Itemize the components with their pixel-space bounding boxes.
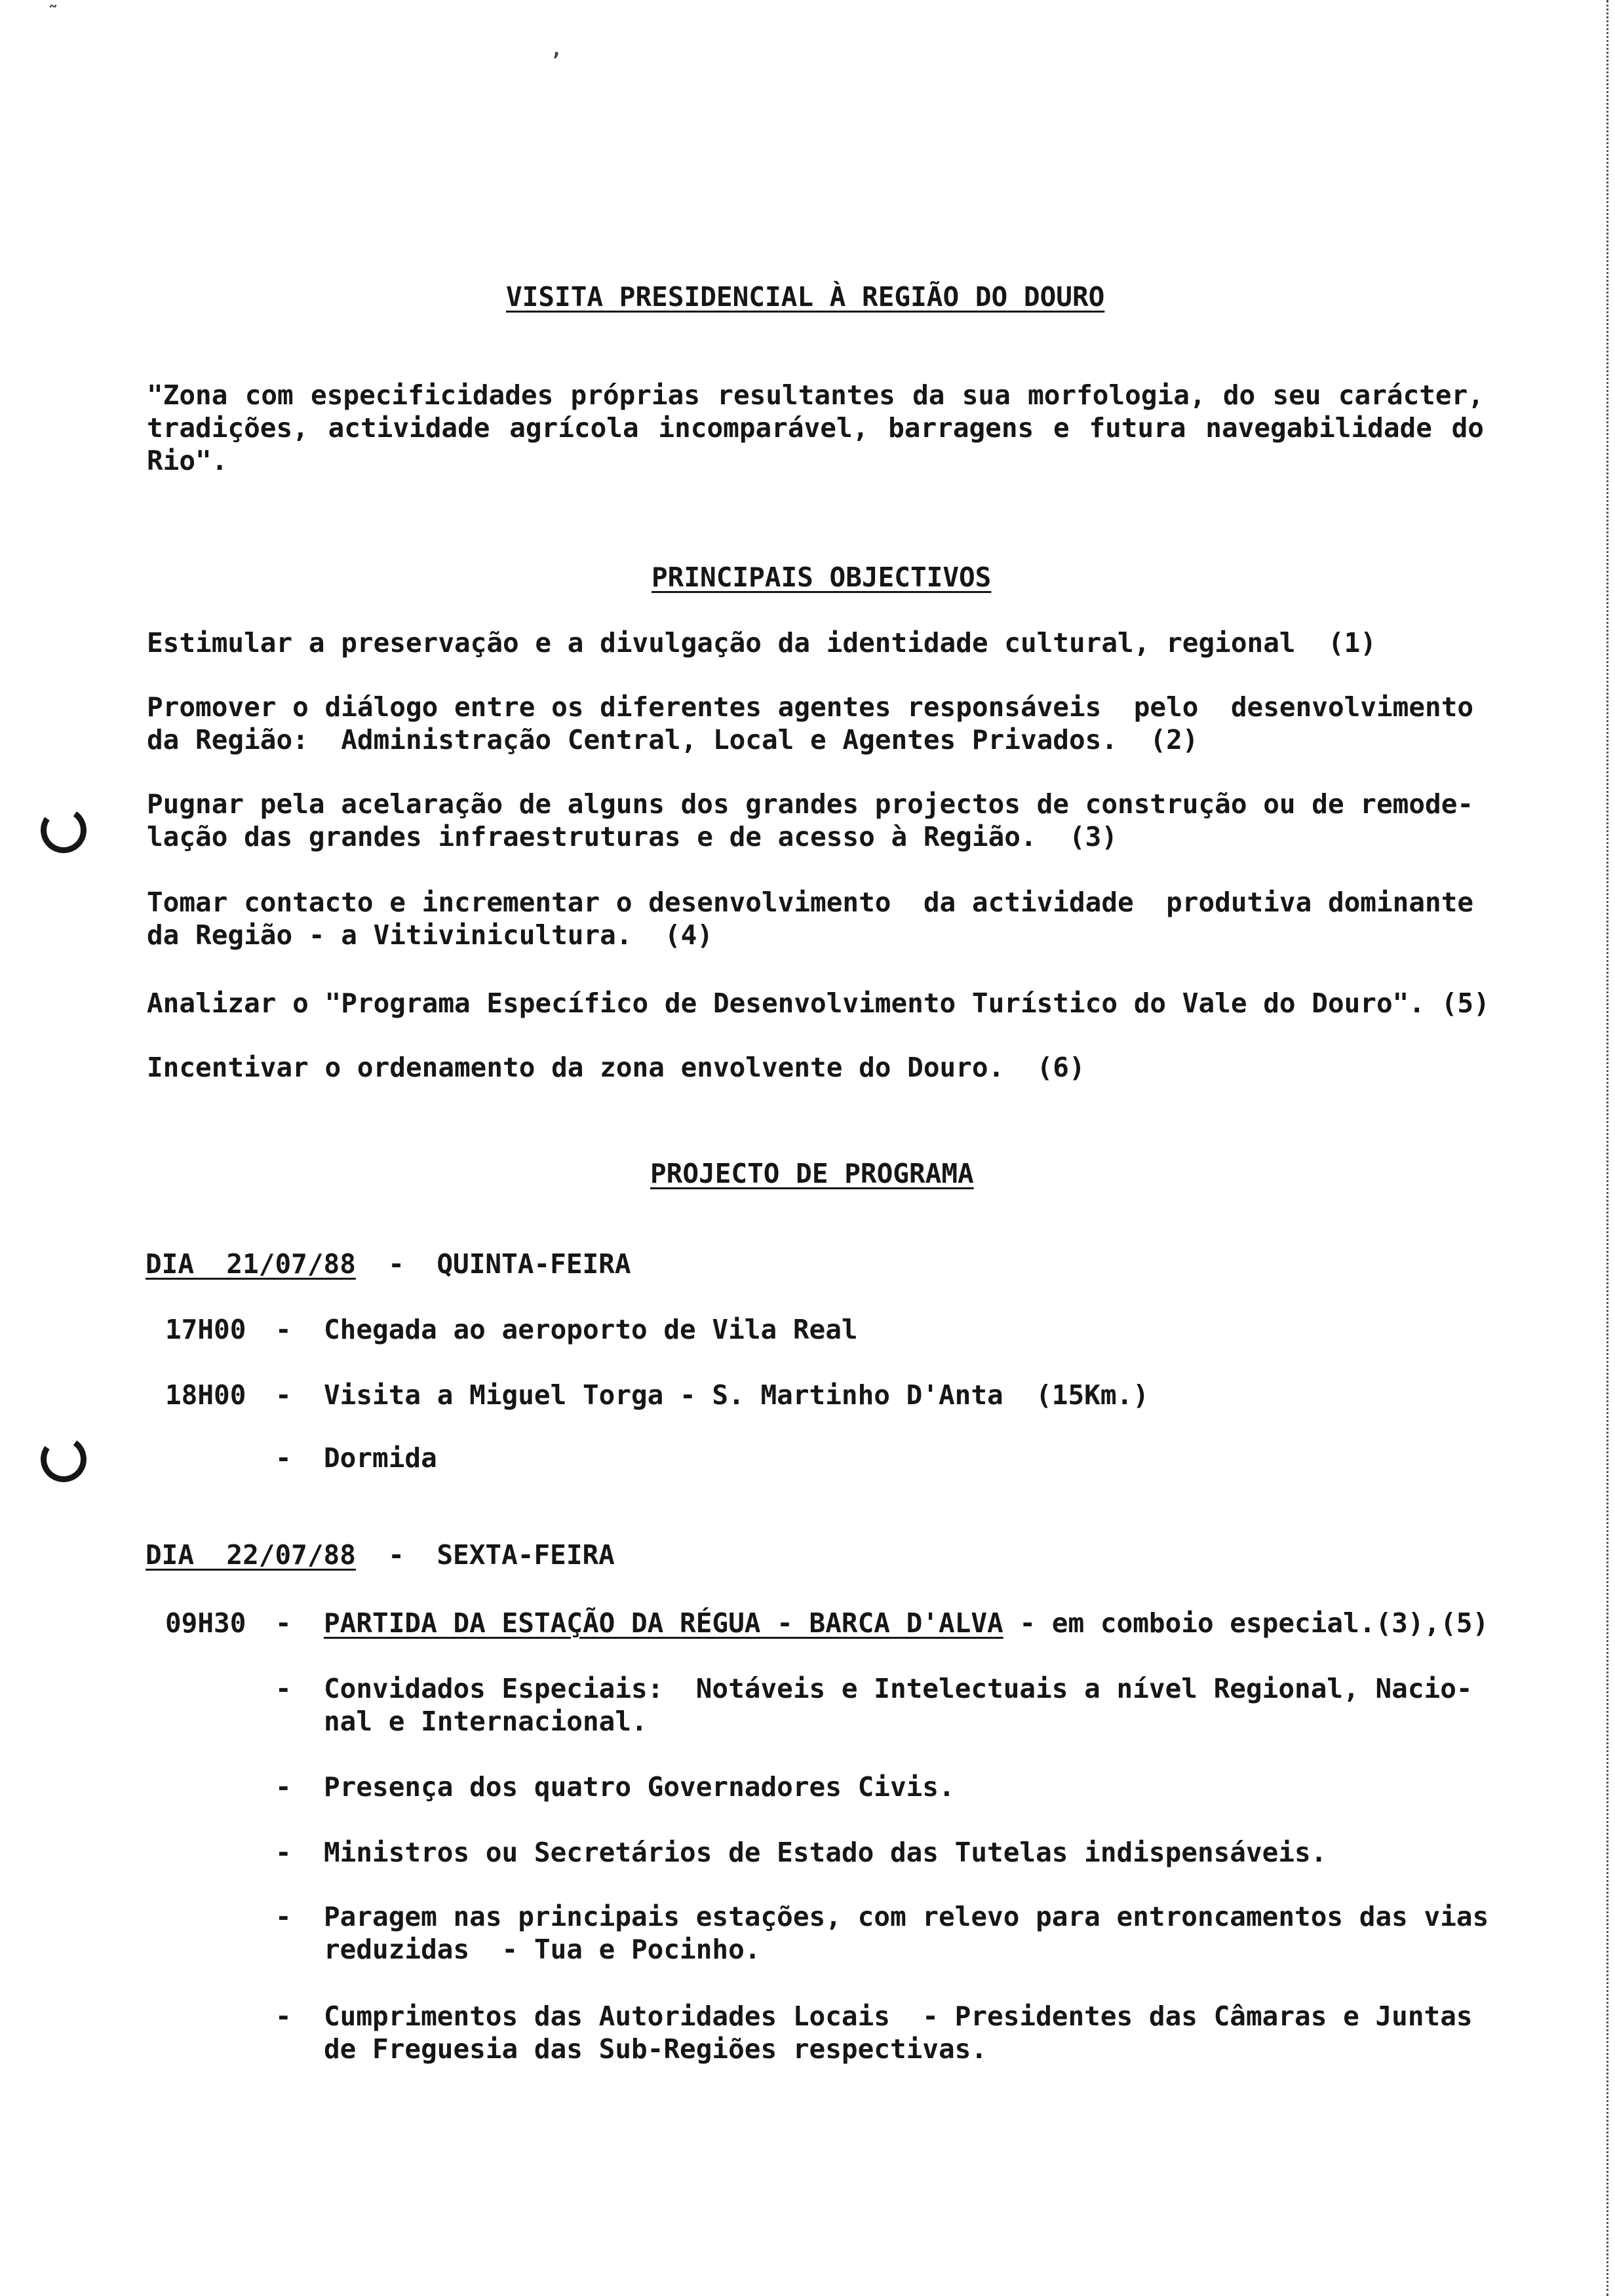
schedule-time: 17H00 <box>165 1314 246 1345</box>
objective-item: Tomar contacto e incrementar o desenvolvimento da actividade produtiva dominante <box>147 887 1474 918</box>
schedule-text: Ministros ou Secretários de Estado das Tutelas indispensáveis. <box>324 1837 1327 1868</box>
schedule-text: Chegada ao aeroporto de Vila Real <box>324 1314 858 1345</box>
intro-line: tradições, actividade agrícola incomparável, barragens e futura navegabilidade do <box>147 412 1484 444</box>
day-header: DIA 21/07/88 - QUINTA-FEIRA <box>146 1248 631 1280</box>
page-title: VISITA PRESIDENCIAL À REGIÃO DO DOURO <box>506 281 1105 313</box>
intro-line: Rio". <box>147 445 228 476</box>
schedule-text: reduzidas - Tua e Pocinho. <box>324 1934 761 1965</box>
scan-speck: ˜ <box>47 3 60 26</box>
schedule-text: Cumprimentos das Autoridades Locais - Presidentes das Câmaras e Juntas <box>324 2000 1473 2032</box>
objective-item: Pugnar pela acelaração de alguns dos grandes projectos de construção ou de remode- <box>147 788 1474 820</box>
bullet-dash: - <box>275 1607 292 1639</box>
punch-hole-icon <box>37 1432 90 1485</box>
schedule-text: Dormida <box>324 1442 437 1474</box>
schedule-text: PARTIDA DA ESTAÇÃO DA RÉGUA - BARCA D'ALVA - em comboio especial.(3),(5) <box>324 1607 1489 1639</box>
schedule-text: de Freguesia das Sub-Regiões respectivas. <box>324 2033 988 2065</box>
bullet-dash: - <box>275 1771 292 1803</box>
scan-edge <box>1606 0 1615 2296</box>
day-weekday: QUINTA-FEIRA <box>437 1248 631 1280</box>
bullet-dash: - <box>275 1837 292 1868</box>
schedule-text: Presença dos quatro Governadores Civis. <box>324 1771 955 1803</box>
bullet-dash: - <box>275 1901 292 1932</box>
objective-item: Promover o diálogo entre os diferentes agentes responsáveis pelo desenvolvimento <box>147 691 1474 723</box>
departure-headline: PARTIDA DA ESTAÇÃO DA RÉGUA - BARCA D'ALVA <box>324 1607 1003 1639</box>
day-weekday: SEXTA-FEIRA <box>437 1539 615 1571</box>
objective-item: da Região: Administração Central, Local e Agentes Privados. (2) <box>147 724 1199 756</box>
scan-speck: , <box>551 38 563 61</box>
day-header: DIA 22/07/88 - SEXTA-FEIRA <box>146 1539 615 1571</box>
objectives-heading: PRINCIPAIS OBJECTIVOS <box>652 562 992 593</box>
bullet-dash: - <box>275 1379 292 1411</box>
bullet-dash: - <box>275 1673 292 1704</box>
schedule-text: nal e Internacional. <box>324 1706 648 1737</box>
schedule-time: 18H00 <box>165 1379 246 1411</box>
objective-item: Analizar o "Programa Específico de Desenvolvimento Turístico do Vale do Douro". (5) <box>147 987 1490 1019</box>
objective-item: lação das grandes infraestruturas e de acesso à Região. (3) <box>147 821 1118 852</box>
schedule-text: Paragem nas principais estações, com relevo para entroncamentos das vias <box>324 1901 1489 1932</box>
day-date: DIA 21/07/88 <box>146 1248 356 1280</box>
schedule-time: 09H30 <box>165 1607 246 1639</box>
schedule-text: Convidados Especiais: Notáveis e Intelectuais a nível Regional, Nacio- <box>324 1673 1473 1704</box>
bullet-dash: - <box>275 1442 292 1474</box>
objective-item: Incentivar o ordenamento da zona envolvente do Douro. (6) <box>147 1052 1085 1083</box>
punch-hole-icon <box>37 803 90 856</box>
objective-item: Estimular a preservação e a divulgação da identidade cultural, regional (1) <box>147 627 1376 659</box>
bullet-dash: - <box>275 1314 292 1345</box>
objective-item: da Região - a Vitivinicultura. (4) <box>147 919 713 951</box>
day-date: DIA 22/07/88 <box>146 1539 356 1571</box>
program-heading: PROJECTO DE PROGRAMA <box>650 1158 974 1189</box>
intro-line: "Zona com especificidades próprias resultantes da sua morfologia, do seu carácter, <box>147 379 1484 411</box>
bullet-dash: - <box>275 2000 292 2032</box>
schedule-text: Visita a Miguel Torga - S. Martinho D'Anta (15Km.) <box>324 1379 1149 1411</box>
